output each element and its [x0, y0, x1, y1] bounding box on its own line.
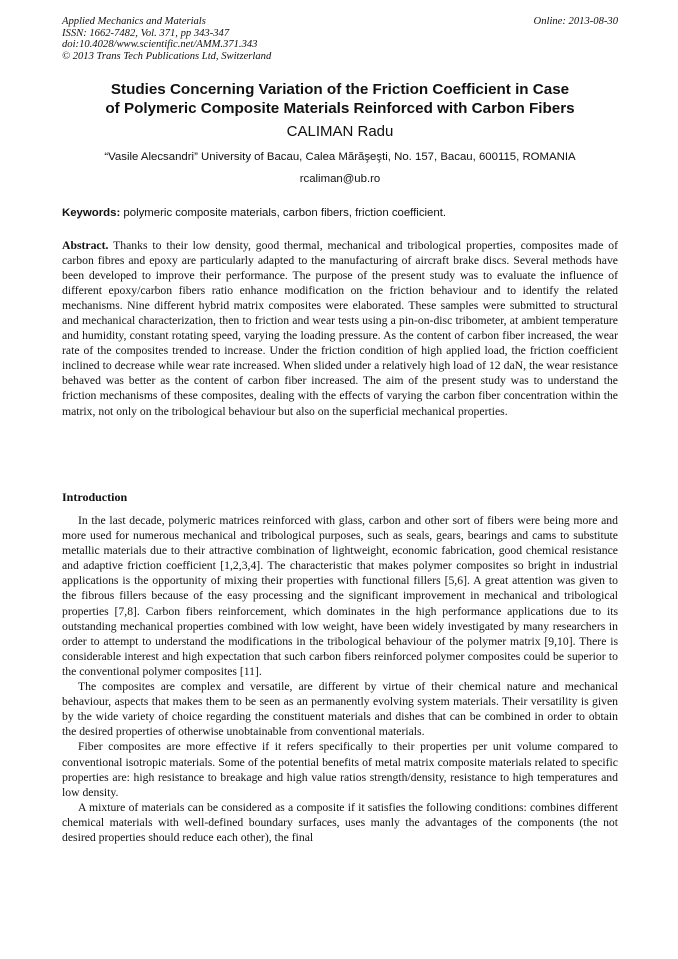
title-line-2: of Polymeric Composite Materials Reinforced with Carbon Fibers — [105, 100, 575, 117]
abstract — [62, 238, 618, 419]
author-name: CALIMAN Radu — [286, 123, 394, 140]
keywords-text: polymeric composite materials, carbon fibers, friction coefficient. — [123, 207, 447, 219]
title-line-1: Studies Concerning Variation of the Friction Coefficient in Case — [110, 81, 570, 98]
copyright-line: © 2013 Trans Tech Publications Ltd, Switzerland — [62, 50, 272, 62]
section-heading-introduction: Introduction — [62, 490, 128, 504]
introduction-body — [62, 513, 618, 845]
paragraph: Fiber composites are more effective if it refers specifically to their properties per unit volume compared to conventional isotropic materials. Some of the potential benefits of metal matrix composite materials related to specific properties are: high resistance to breakage and high value ratios strength/density, resistance to high temperatures and low density. — [62, 740, 618, 799]
running-header — [62, 16, 618, 62]
keywords — [62, 206, 618, 220]
doi-line: doi:10.4028/www.scientific.net/AMM.371.343 — [62, 39, 258, 51]
abstract-label: Abstract. — [62, 239, 109, 252]
paragraph: The composites are complex and versatile, are different by virtue of their chemical nature and mechanical behaviour, aspects that makes them to be seen as an permanently evolving system materials. Their versatility is given by the wide variety of choice regarding the constituent materials and dishes that can be combined in order to obtain the desired properties of otherwise unobtainable from conventional materials. — [62, 680, 618, 739]
paper-title — [62, 80, 618, 118]
author-email[interactable]: rcaliman@ub.ro — [299, 173, 381, 185]
journal-name: Applied Mechanics and Materials — [62, 16, 206, 27]
paragraph: A mixture of materials can be considered as a composite if it satisfies the following conditions: combines different chemical materials with well-defined boundary surfaces, uses manly the advantages of the components (the not desired properties should reduce each other), the final — [62, 800, 618, 844]
issn-line: ISSN: 1662-7482, Vol. 371, pp 343-347 — [62, 27, 230, 39]
online-date: Online: 2013-08-30 — [533, 16, 618, 27]
abstract-text: Thanks to their low density, good thermal, mechanical and tribological properties, composites made of carbon fibres and epoxy are particularly adapted to the manufacturing of aircraft brake discs. Several methods have been developed to improve their performance. The purpose of the present study was to evaluate the influence of different epoxy/carbon fibers ratio enhance modification on the friction behaviour and to identify the related mechanisms. Nine different hybrid matrix composites were elaborated. These samples were submitted to structural and mechanical characterization, then to friction and wear tests using a pin-on-disc tribometer, at ambient temperature and humidity, constant rotating speed, varying the loading pressure. As the content of carbon fiber increased, the wear rate of the composites trended to increase. Under the friction condition of high applied load, the friction coefficient inclined to decrease while wear rate increased. When slided under a relatively high load of 12 daN, the wear resistance behaved was better as the content of carbon fiber increased. The aim of the present study was to understand the friction mechanisms of these composites, dealing with the effects of varying the carbon fiber concentration within the matrix, not only on the tribological behaviour but also on the superficial mechanical properties. — [62, 239, 618, 418]
paragraph: In the last decade, polymeric matrices reinforced with glass, carbon and other sort of fibers were being more and more used for numerous mechanical and tribological purposes, such as seals, gears, bearings and cams to substitute metallic materials due to their attractive combination of lightweight, economic fabrication, good chemical resistance and adaptive friction coefficient [1,2,3,4]. The characteristic that makes polymer composites so bright in industrial applications is the opportunity of mixing their properties with functional fillers [5,6]. A great attention was given to the fibrous fillers because of the easy processing and the significant improvement in mechanical and tribological properties [7,8]. Carbon fibers reinforcement, which dominates in the high performance applications due to its outstanding mechanical properties combined with low weight, have been widely investigated by many researchers in order to attempt to understand the modifications in the tribological behaviour of the polymer matrix [9,10]. There is considerable interest and high expectation that such carbon fibers reinforced polymer composites could be superior to the conventional polymer composites [11]. — [62, 514, 618, 678]
author-affiliation: “Vasile Alecsandri” University of Bacau, Calea Mărăşeşti, No. 157, Bacau, 600115, ROMANIA — [104, 151, 576, 163]
keywords-label: Keywords: — [62, 207, 121, 219]
